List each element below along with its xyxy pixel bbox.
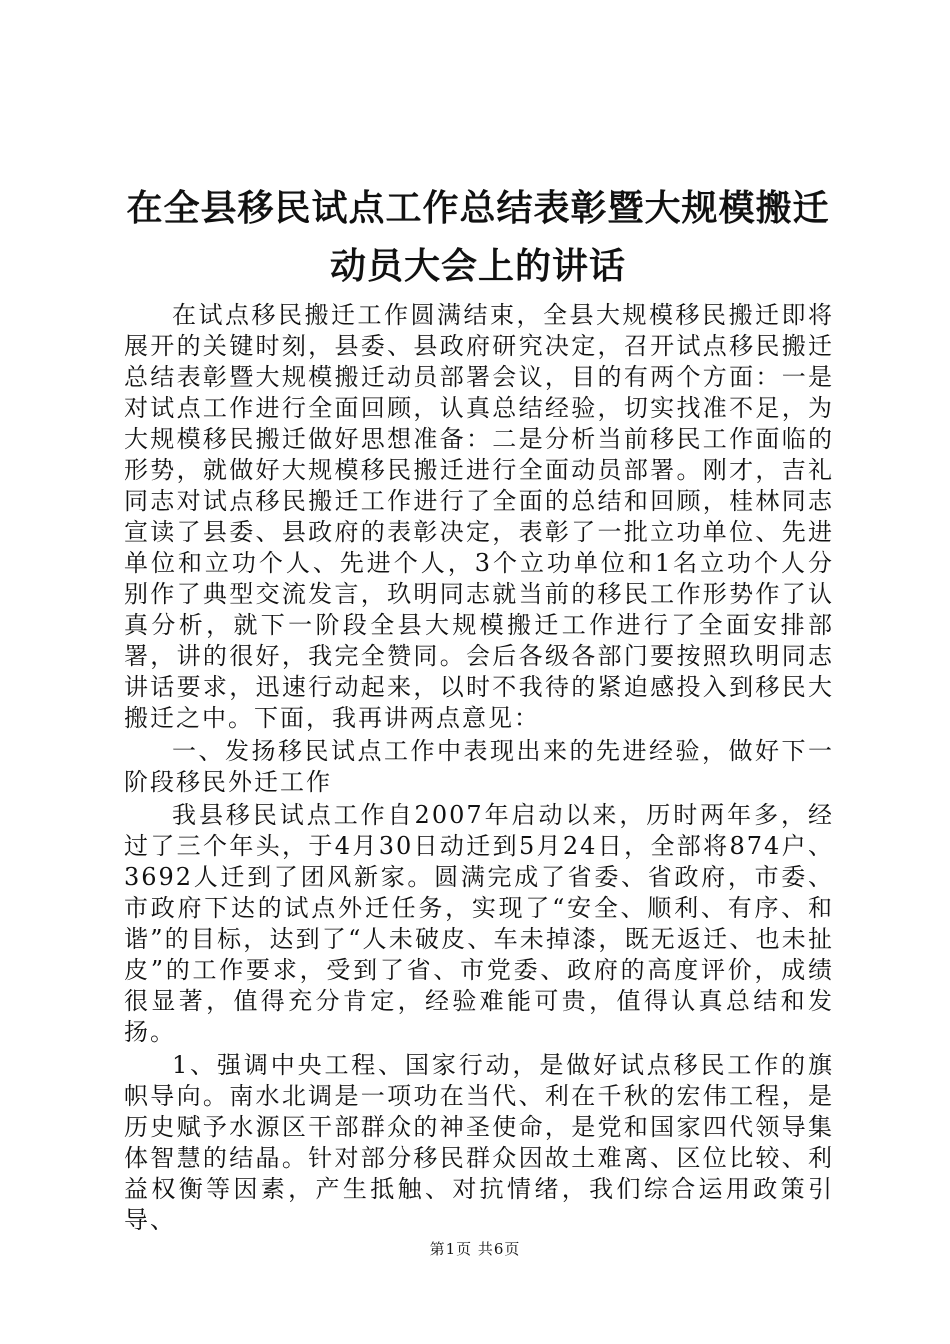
paragraph-intro: 在试点移民搬迁工作圆满结束，全县大规模移民搬迁即将展开的关键时刻，县委、县政府研究决定，召开试点移民搬迁总结表彰暨大规模搬迁动员部署会议，目的有两个方面：一是对试点工作进行全面回顾，认真总结经验，切实找准不足，为大规模移民搬迁做好思想准备：二是分析当前移民工作面临的形势，就做好大规模移民搬迁进行全面动员部署。刚才，吉礼同志对试点移民搬迁工作进行了全面的总结和回顾，桂林同志宣读了县委、县政府的表彰决定，表彰了一批立功单位、先进单位和立功个人、先进个人，3个立功单位和1名立功个人分别作了典型交流发言，玖明同志就当前的移民工作形势作了认真分析，就下一阶段全县大规模搬迁工作进行了全面安排部署，讲的很好，我完全赞同。会后各级各部门要按照玖明同志讲话要求，迅速行动起来，以时不我待的紧迫感投入到移民大搬迁之中。下面，我再讲两点意见： <box>124 301 834 732</box>
paragraph-point-1: 1、强调中央工程、国家行动，是做好试点移民工作的旗帜导向。南水北调是一项功在当代、利在千秋的宏伟工程，是历史赋予水源区干部群众的神圣使命，是党和国家四代领导集体智慧的结晶。针对部分移民群众因故土难离、区位比较、利益权衡等因素，产生抵触、对抗情绪，我们综合运用政策引导、 <box>124 1051 834 1234</box>
document-title: 在全县移民试点工作总结表彰暨大规模搬迁动员大会上的讲话 <box>126 188 830 287</box>
document-body <box>124 300 834 1236</box>
paragraph-pilot-summary: 我县移民试点工作自2007年启动以来，历时两年多，经过了三个年头，于4月30日动迁到5月24日，全部将874户、3692人迁到了团风新家。圆满完成了省委、省政府，市委、市政府下达的试点外迁任务，实现了“安全、顺利、有序、和谐”的目标，达到了“人未破皮、车未掉漆，既无返迁、也未扯皮”的工作要求，受到了省、市党委、政府的高度评价，成绩很显著，值得充分肯定，经验难能可贵，值得认真总结和发扬。 <box>124 801 834 1046</box>
page-footer: 第1页 共6页 <box>429 1240 521 1258</box>
paragraph-section-heading: 一、发扬移民试点工作中表现出来的先进经验，做好下一阶段移民外迁工作 <box>124 737 834 796</box>
